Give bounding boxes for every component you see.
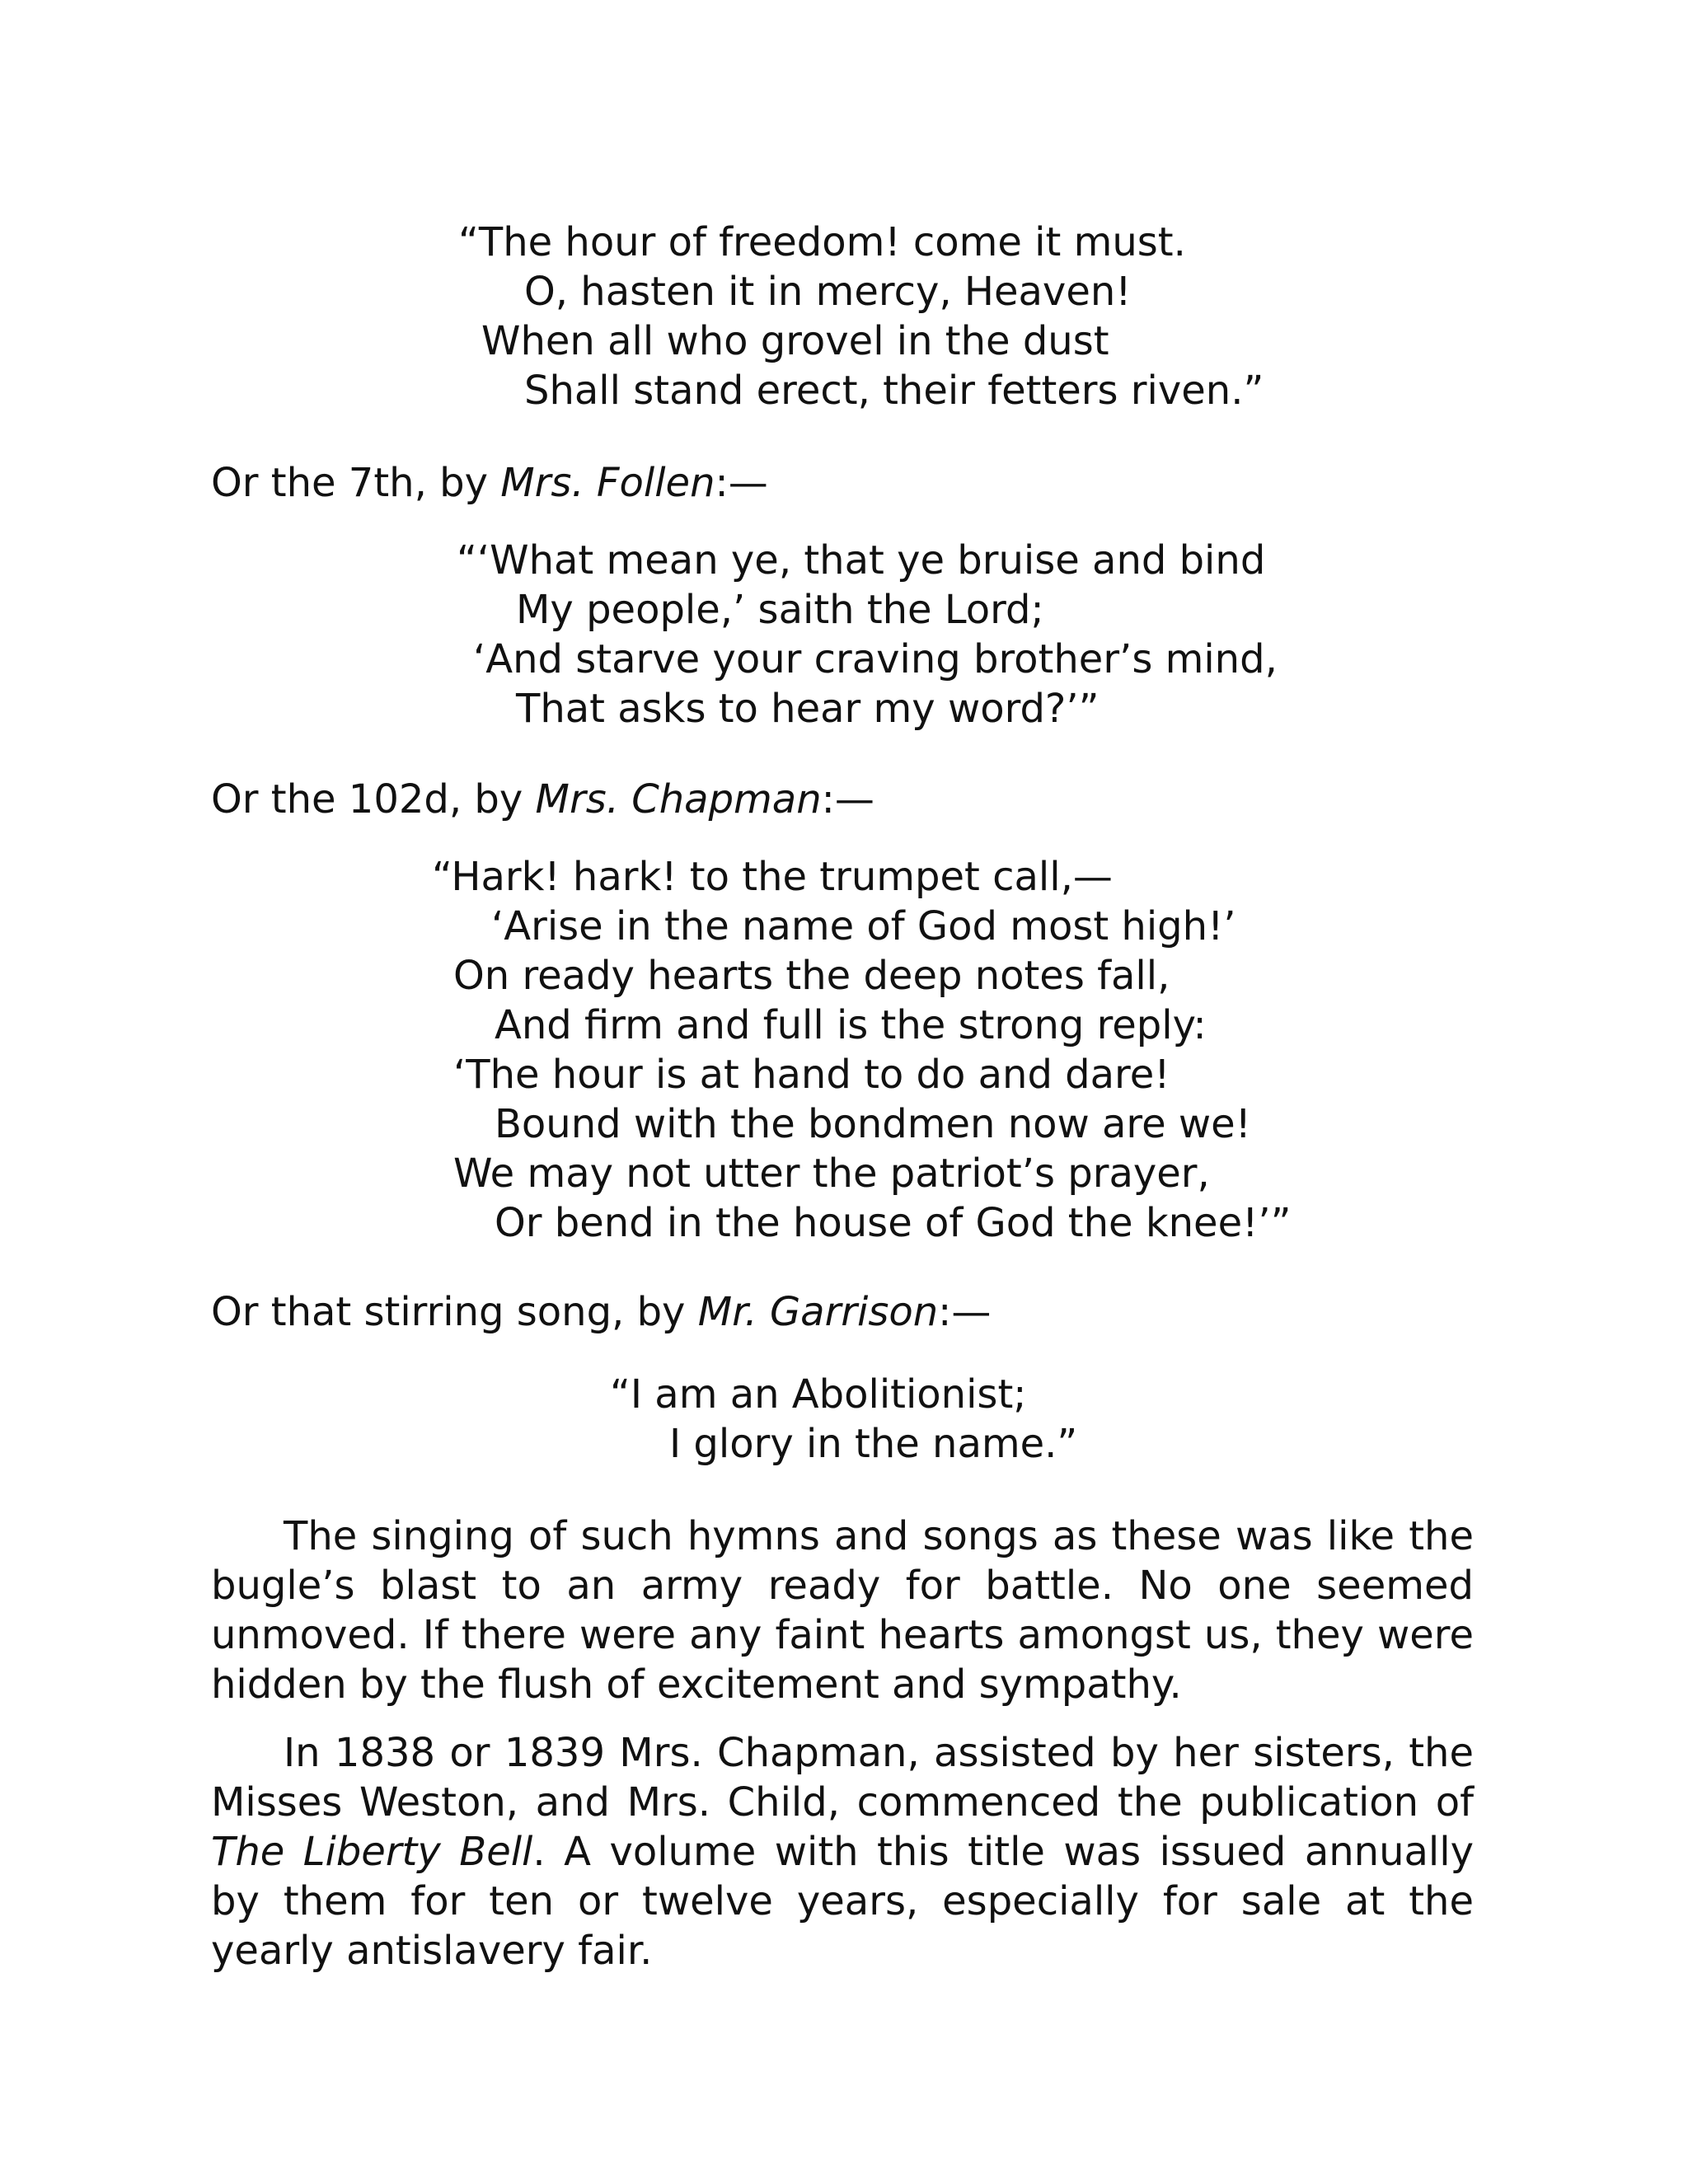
verse-line: When all who grovel in the dust	[481, 318, 1109, 364]
body-paragraph	[211, 1728, 1474, 1975]
hymn-introduction	[211, 775, 874, 824]
publication-title: The Liberty Bell	[211, 1829, 533, 1875]
intro-text: Or the 102d, by	[211, 776, 536, 823]
verse-line: Shall stand erect, their fetters riven.”	[524, 368, 1264, 414]
verse-line: O, hasten it in mercy, Heaven!	[524, 269, 1132, 315]
verse-line: Or bend in the house of God the knee!’”	[495, 1200, 1292, 1246]
verse-line: Bound with the bondmen now are we!	[495, 1101, 1251, 1147]
author-name: Mrs. Follen	[500, 460, 715, 506]
author-name: Mr. Garrison	[697, 1289, 939, 1335]
verse-line: “The hour of freedom! come it must.	[458, 219, 1186, 265]
verse-line: My people,’ saith the Lord;	[516, 587, 1044, 633]
body-paragraph: The singing of such hymns and songs as these was like the bugle’s blast to an army ready for battle. No one seemed unmoved. If there were any faint hearts amongst us, they were hidden by the flush of excitement and sympathy.	[211, 1513, 1474, 1708]
verse-line: We may not utter the patriot’s prayer,	[453, 1151, 1210, 1197]
verse-line: “‘What mean ye, that ye bruise and bind	[457, 537, 1266, 583]
hymn-introduction	[211, 1287, 991, 1337]
intro-text: Or the 7th, by	[211, 460, 501, 506]
verse-line: That asks to hear my word?’”	[516, 686, 1100, 732]
paragraph-text: . A volume with this title was issued annually by them for ten or twelve years, especially for sale at the yearly antislavery fair.	[211, 1829, 1474, 1974]
verse-line: And firm and full is the strong reply:	[495, 1002, 1207, 1048]
verse-line: On ready hearts the deep notes fall,	[453, 953, 1170, 999]
verse-line: “Hark! hark! to the trumpet call,—	[432, 854, 1113, 900]
paragraph-text: In 1838 or 1839 Mrs. Chapman, assisted by her sisters, the Misses Weston, and Mrs. Child, commenced the publication of	[211, 1730, 1474, 1825]
verse-line: ‘The hour is at hand to do and dare!	[453, 1052, 1170, 1098]
intro-punctuation: :—	[938, 1289, 992, 1335]
verse-line: I glory in the name.”	[669, 1421, 1078, 1467]
intro-text: Or that stirring song, by	[211, 1289, 698, 1335]
author-name: Mrs. Chapman	[535, 776, 822, 823]
verse-line: ‘And starve your craving brother’s mind,	[473, 636, 1278, 682]
verse-line: “I am an Abolitionist;	[610, 1371, 1027, 1418]
intro-punctuation: :—	[715, 460, 768, 506]
hymn-introduction	[211, 458, 768, 508]
verse-line: ‘Arise in the name of God most high!’	[491, 903, 1236, 949]
intro-punctuation: :—	[821, 776, 874, 823]
